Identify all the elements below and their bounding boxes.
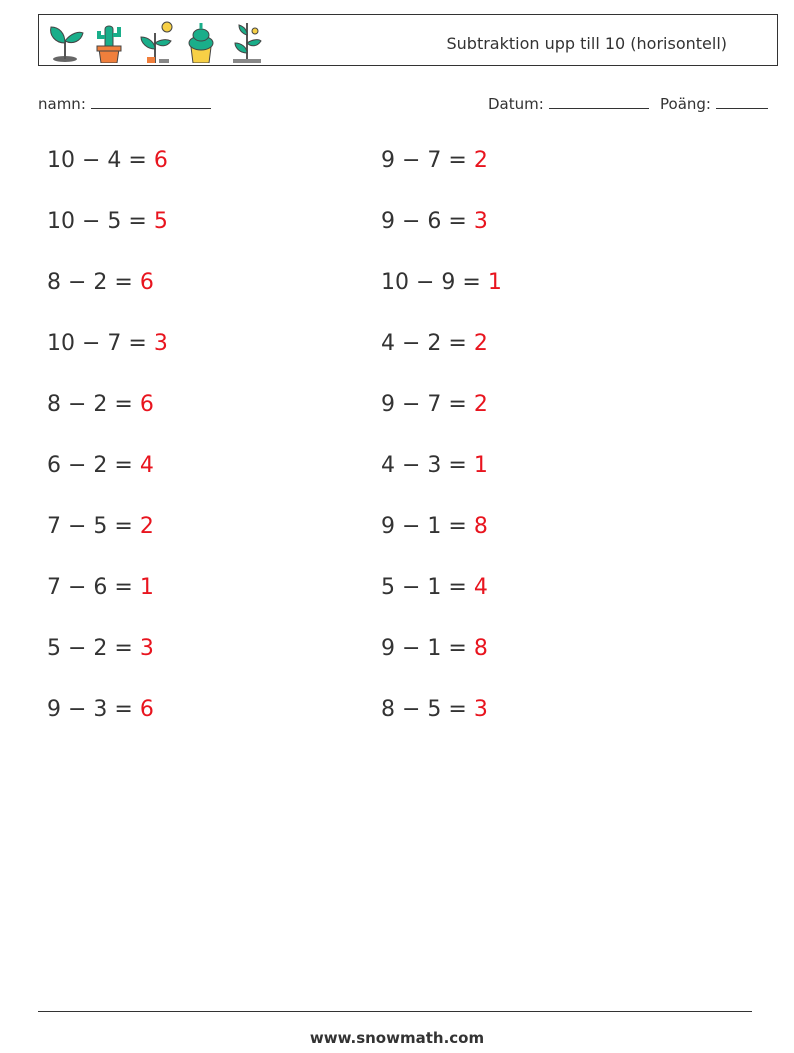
score-label: Poäng: xyxy=(660,95,711,113)
problem-answer: 2 xyxy=(473,148,488,173)
problem-answer: 1 xyxy=(487,270,502,295)
problem-question: 9 − 7 = xyxy=(381,392,467,417)
problem-question: 9 − 7 = xyxy=(381,148,467,173)
date-label: Datum: xyxy=(488,95,544,113)
problem-question: 10 − 4 = xyxy=(47,148,147,173)
problem-question: 9 − 6 = xyxy=(381,209,467,234)
problem-answer: 1 xyxy=(139,575,154,600)
footer-url[interactable]: www.snowmath.com xyxy=(309,1029,485,1047)
problem-item xyxy=(381,636,488,661)
problem-question: 5 − 2 = xyxy=(47,636,133,661)
problem-question: 5 − 1 = xyxy=(381,575,467,600)
problem-answer: 8 xyxy=(473,514,488,539)
problem-item xyxy=(381,575,488,600)
problem-question: 7 − 5 = xyxy=(47,514,133,539)
problem-item xyxy=(381,270,502,295)
problem-question: 9 − 3 = xyxy=(47,697,133,722)
problem-item xyxy=(381,514,488,539)
problem-item xyxy=(47,331,168,356)
name-label: namn: xyxy=(38,95,86,113)
header-box xyxy=(38,14,778,66)
problem-item xyxy=(47,636,154,661)
potted-plant-icon xyxy=(183,19,219,63)
problem-item xyxy=(381,453,488,478)
score-line[interactable] xyxy=(716,94,768,109)
problem-question: 9 − 1 = xyxy=(381,636,467,661)
problem-item xyxy=(381,209,488,234)
problem-answer: 5 xyxy=(153,209,168,234)
problem-question: 10 − 9 = xyxy=(381,270,481,295)
problem-item xyxy=(47,575,154,600)
problem-question: 10 − 7 = xyxy=(47,331,147,356)
problem-item xyxy=(47,392,154,417)
problem-item xyxy=(47,270,154,295)
problem-answer: 1 xyxy=(473,453,488,478)
problem-item xyxy=(47,697,154,722)
problem-answer: 6 xyxy=(139,697,154,722)
problem-answer: 2 xyxy=(473,392,488,417)
problem-item xyxy=(47,514,154,539)
problem-answer: 6 xyxy=(139,270,154,295)
date-line[interactable] xyxy=(549,94,649,109)
problem-answer: 2 xyxy=(473,331,488,356)
problem-answer: 8 xyxy=(473,636,488,661)
name-line[interactable] xyxy=(91,94,211,109)
problem-answer: 3 xyxy=(153,331,168,356)
problem-item xyxy=(47,209,168,234)
footer-divider xyxy=(38,1011,752,1012)
problem-item xyxy=(47,453,154,478)
problem-answer: 6 xyxy=(153,148,168,173)
problem-answer: 6 xyxy=(139,392,154,417)
problem-answer: 4 xyxy=(473,575,488,600)
problem-question: 8 − 5 = xyxy=(381,697,467,722)
problem-answer: 3 xyxy=(473,209,488,234)
problem-answer: 4 xyxy=(139,453,154,478)
seedling-icon xyxy=(229,19,265,63)
problem-answer: 3 xyxy=(139,636,154,661)
problem-question: 4 − 3 = xyxy=(381,453,467,478)
problem-item xyxy=(381,697,488,722)
problem-question: 8 − 2 = xyxy=(47,270,133,295)
date-field[interactable] xyxy=(488,94,649,113)
worksheet-title: Subtraktion upp till 10 (horisontell) xyxy=(446,34,727,53)
problem-question: 10 − 5 = xyxy=(47,209,147,234)
problem-item xyxy=(381,331,488,356)
problem-question: 6 − 2 = xyxy=(47,453,133,478)
problem-answer: 2 xyxy=(139,514,154,539)
problem-question: 8 − 2 = xyxy=(47,392,133,417)
name-field[interactable] xyxy=(38,94,211,113)
sprout-icon xyxy=(45,19,85,63)
problem-question: 7 − 6 = xyxy=(47,575,133,600)
problem-item xyxy=(47,148,168,173)
problem-question: 4 − 2 = xyxy=(381,331,467,356)
score-field[interactable] xyxy=(660,94,768,113)
problem-item xyxy=(381,148,488,173)
flowering-plant-icon xyxy=(133,19,177,63)
cactus-pot-icon xyxy=(91,19,127,63)
problem-answer: 3 xyxy=(473,697,488,722)
problem-item xyxy=(381,392,488,417)
problem-question: 9 − 1 = xyxy=(381,514,467,539)
